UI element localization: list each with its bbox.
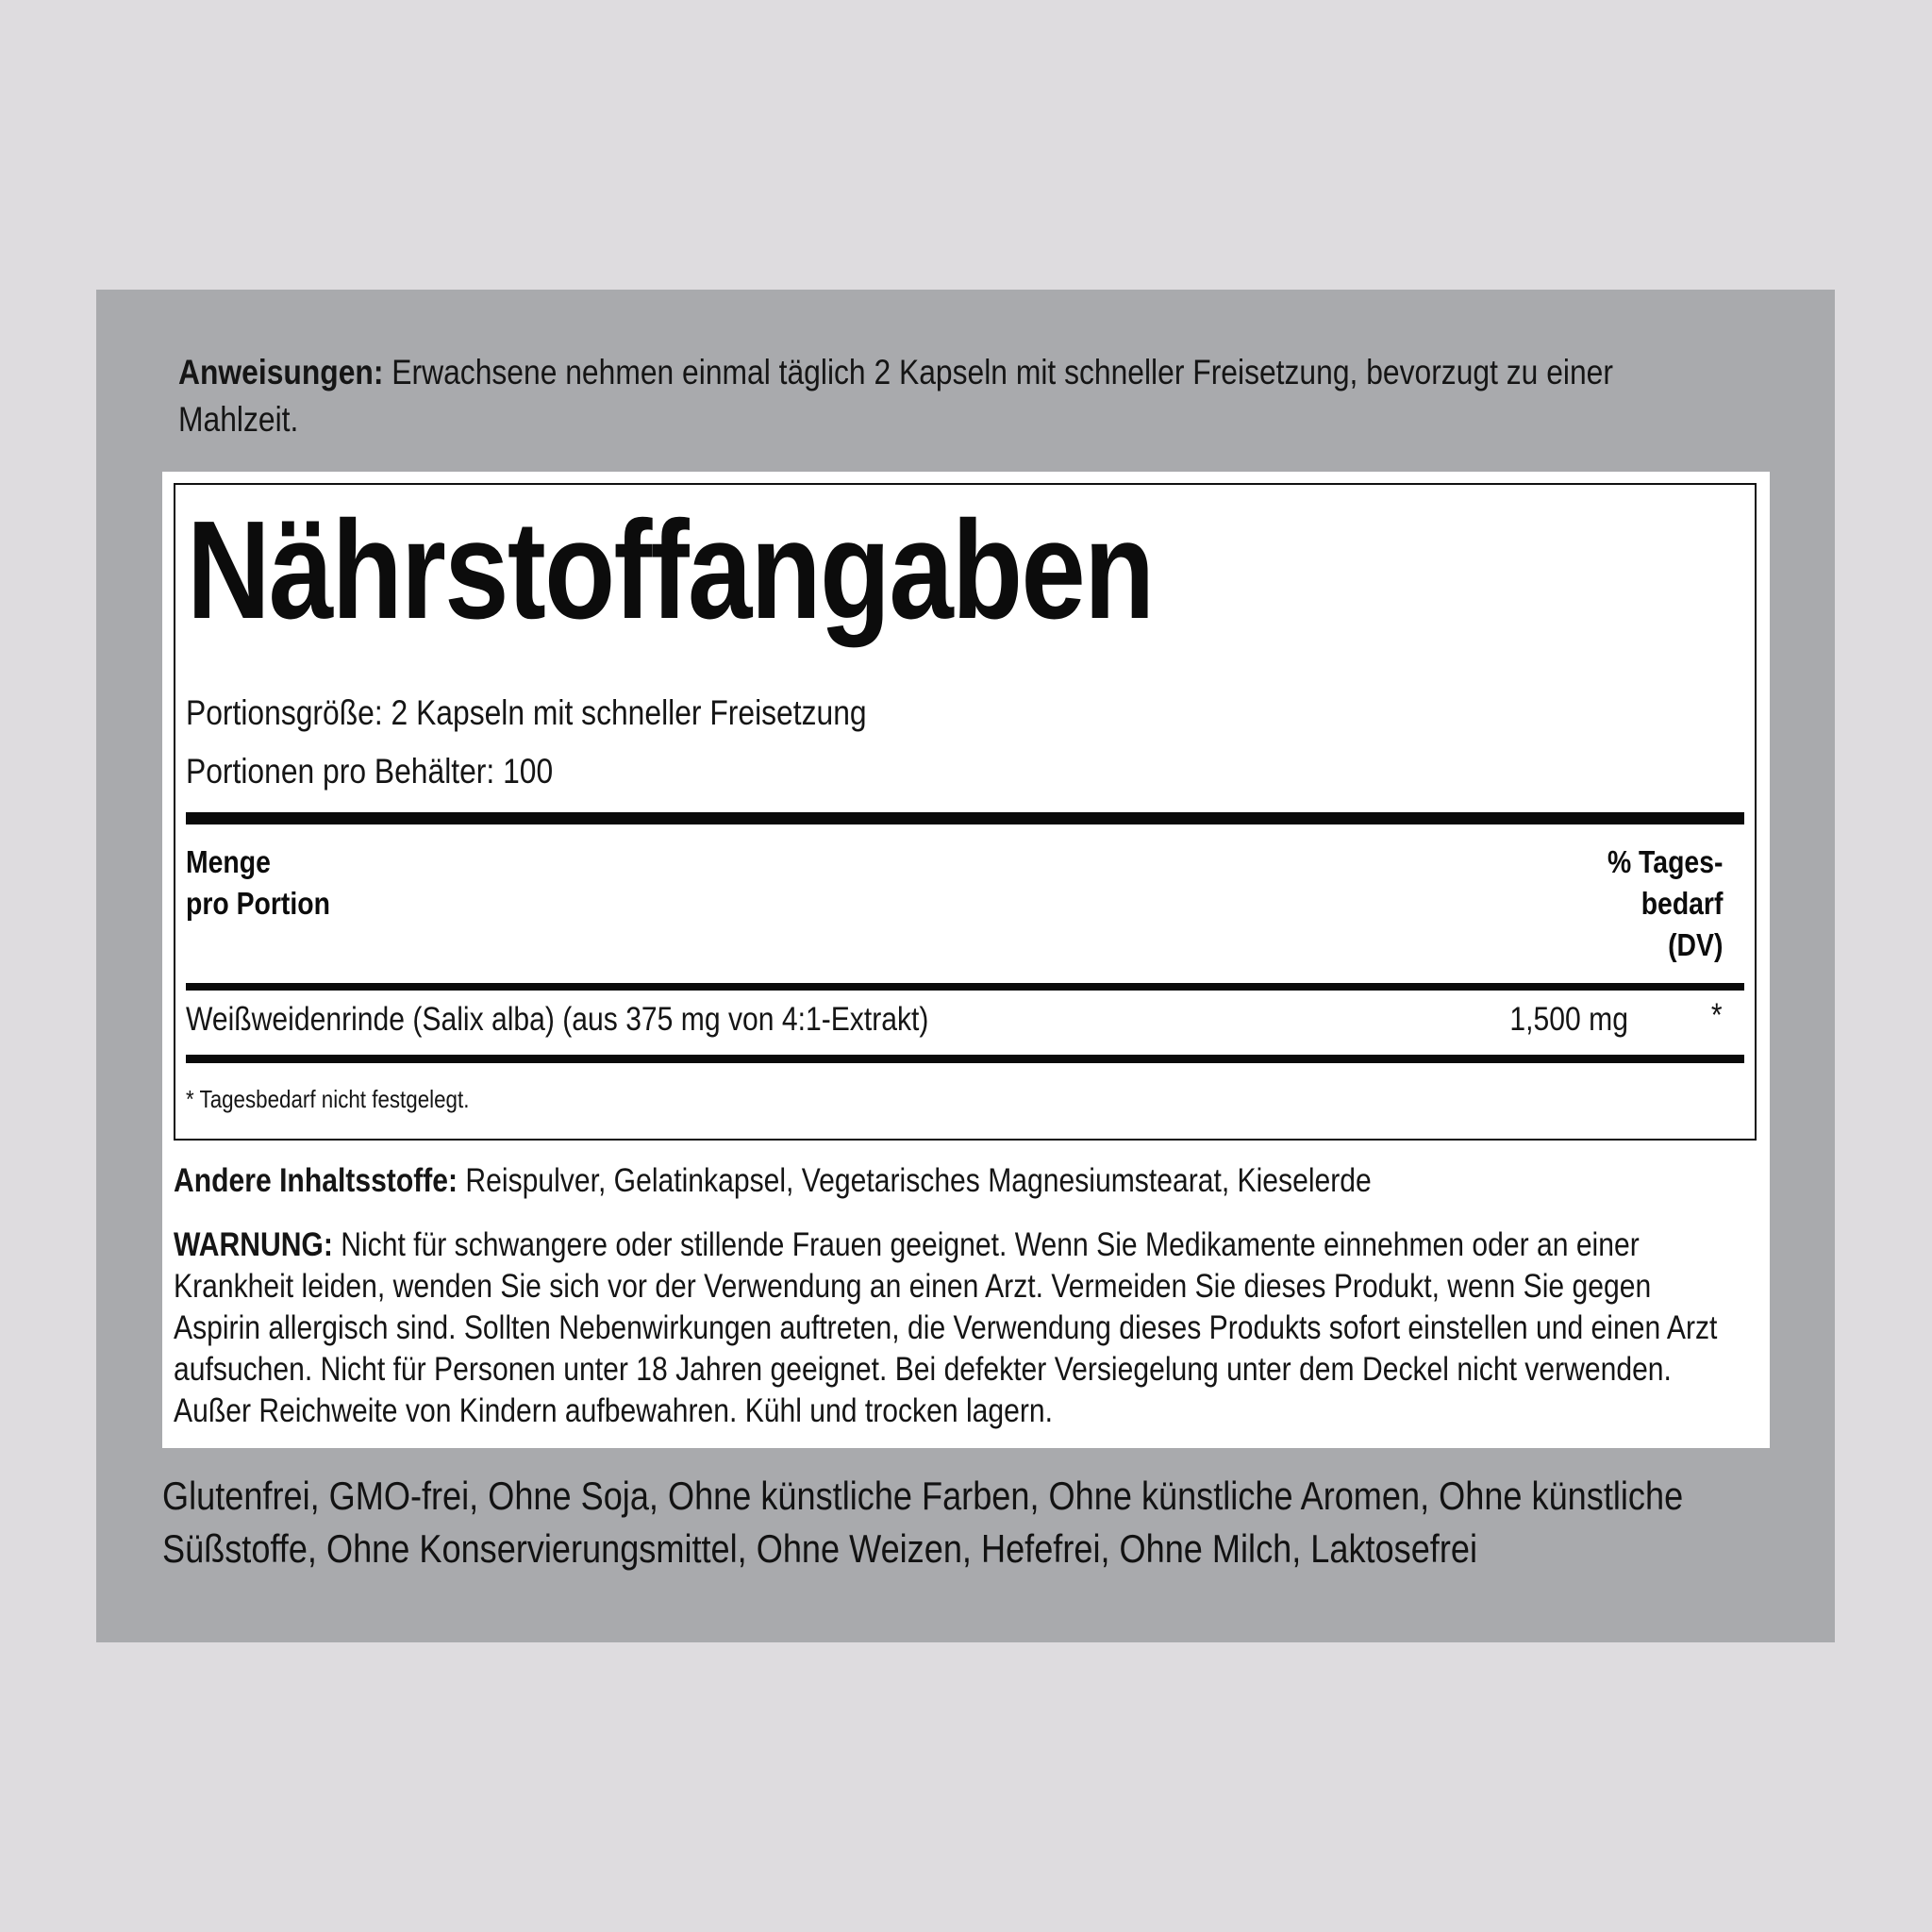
other-ingredients — [174, 1160, 1740, 1202]
free-from-list: Glutenfrei, GMO-frei, Ohne Soja, Ohne künstliche Farben, Ohne künstliche Aromen, Ohne künstliche Süßstoffe, Ohne Konservierungsmittel, Ohne Weizen, Hefefrei, Ohne Milch, Laktosefrei — [162, 1474, 1684, 1571]
dv-header-line3: (DV) — [1667, 927, 1723, 962]
daily-value-header — [1607, 841, 1723, 966]
warning-label: WARNUNG: — [174, 1226, 333, 1263]
ingredient-dv: * — [1711, 997, 1723, 1034]
amount-header-line1: Menge — [186, 844, 271, 879]
amount-header-line2: pro Portion — [186, 886, 330, 921]
footnote: * Tagesbedarf nicht festgelegt. — [186, 1085, 470, 1113]
other-ingredients-body: Reispulver, Gelatinkapsel, Vegetarisches Magnesiumstearat, Kieselerde — [458, 1162, 1372, 1199]
directions-label: Anweisungen: — [178, 353, 384, 391]
thick-divider — [186, 812, 1744, 824]
servings-per-container: Portionen pro Behälter: 100 — [186, 752, 554, 791]
facts-title: Nährstoffangaben — [187, 492, 1154, 648]
ingredient-amount: 1,500 mg — [1509, 1001, 1628, 1038]
directions-text — [178, 349, 1720, 443]
ingredient-name: Weißweidenrinde (Salix alba) (aus 375 mg von 4:1-Extrakt) — [186, 1001, 929, 1038]
medium-divider — [186, 983, 1744, 991]
warning-body: Nicht für schwangere oder stillende Frauen geeignet. Wenn Sie Medikamente einnehmen oder an einer Krankheit leiden, wenden Sie sich vor der Verwendung an einen Arzt. Vermeiden Sie dieses Produkt, wenn Sie gegen Aspirin allergisch sind. Sollten Nebenwirkungen auftreten, die Verwendung dieses Produkts sofort einstellen und einen Arzt aufsuchen. Nicht für Personen unter 18 Jahren geeignet. Bei defekter Versiegelung unter dem Deckel nicht verwenden. Außer Reichweite von Kindern aufbewahren. Kühl und trocken lagern. — [174, 1226, 1718, 1429]
directions-body: Erwachsene nehmen einmal täglich 2 Kapseln mit schneller Freisetzung, bevorzugt zu einer Mahlzeit. — [178, 353, 1613, 439]
warning — [174, 1224, 1740, 1432]
serving-size: Portionsgröße: 2 Kapseln mit schneller Freisetzung — [186, 693, 867, 732]
other-ingredients-label: Andere Inhaltsstoffe: — [174, 1162, 458, 1199]
medium-divider-bottom — [186, 1055, 1744, 1063]
dv-header-line2: bedarf — [1641, 886, 1723, 921]
dv-header-line1: % Tages- — [1607, 844, 1723, 879]
amount-per-serving-header — [186, 841, 330, 924]
